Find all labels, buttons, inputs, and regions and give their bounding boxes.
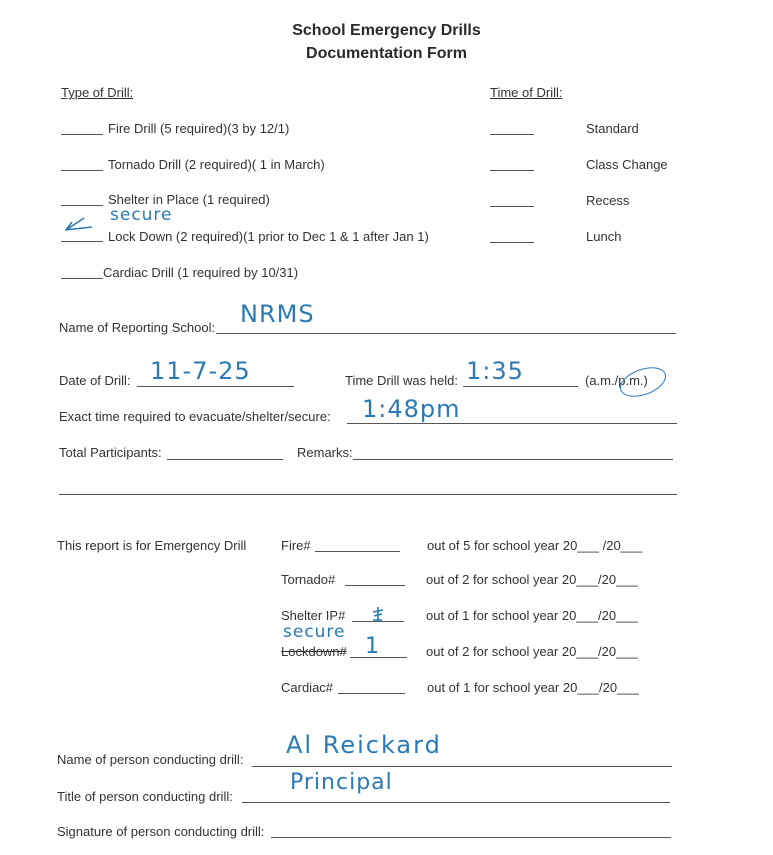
- exact-time-label: Exact time required to evacuate/shelter/secure:: [59, 409, 331, 424]
- participants-label: Total Participants:: [59, 445, 162, 460]
- drill-type-shelter-label: Shelter in Place (1 required): [108, 192, 270, 207]
- time-standard-label: Standard: [586, 121, 639, 136]
- time-class-change-blank[interactable]: [490, 170, 534, 171]
- ampm-label: (a.m./p.m.): [585, 373, 648, 388]
- report-tornado-suffix: out of 2 for school year 20___/20___: [426, 572, 638, 587]
- report-shelter-suffix: out of 1 for school year 20___/20___: [426, 608, 638, 623]
- report-fire-field[interactable]: [315, 551, 400, 552]
- conductor-name-value: Al Reickard: [286, 731, 442, 759]
- report-tornado-label: Tornado#: [281, 572, 336, 587]
- drill-type-tornado-blank[interactable]: [61, 170, 103, 171]
- drill-type-lockdown-blank[interactable]: [61, 241, 103, 242]
- conductor-name-label: Name of person conducting drill:: [57, 752, 244, 767]
- time-recess-label: Recess: [586, 193, 630, 208]
- signature-field[interactable]: [271, 837, 671, 838]
- lockdown-annotation: secure: [110, 205, 173, 225]
- date-value: 11-7-25: [150, 357, 251, 385]
- participants-field[interactable]: [167, 459, 283, 460]
- report-lockdown-annotation: secure: [283, 622, 346, 642]
- time-held-label: Time Drill was held:: [345, 373, 458, 388]
- time-held-value: 1:35: [466, 357, 524, 385]
- conductor-title-field[interactable]: [242, 802, 670, 803]
- drill-type-lockdown-label: Lock Down (2 required)(1 prior to Dec 1 & 1 after Jan 1): [108, 229, 429, 244]
- exact-time-field[interactable]: [347, 423, 677, 424]
- report-cardiac-label: Cardiac#: [281, 680, 334, 695]
- drill-type-tornado-label: Tornado Drill (2 required)( 1 in March): [108, 157, 325, 172]
- type-of-drill-heading: Type of Drill:: [61, 85, 134, 100]
- time-of-drill-heading: Time of Drill:: [490, 85, 563, 100]
- time-lunch-blank[interactable]: [490, 242, 534, 243]
- report-fire-suffix: out of 5 for school year 20___ /20___: [427, 538, 643, 553]
- checkmark-icon: [62, 212, 96, 234]
- signature-label: Signature of person conducting drill:: [57, 824, 265, 839]
- time-class-change-label: Class Change: [586, 157, 668, 172]
- drill-type-fire-label: Fire Drill (5 required)(3 by 12/1): [108, 121, 290, 136]
- drill-type-cardiac-label: Cardiac Drill (1 required by 10/31): [103, 265, 299, 280]
- scribble-mark-icon: [370, 606, 386, 624]
- report-cardiac-suffix: out of 1 for school year 20___/20___: [427, 680, 639, 695]
- remarks-field-line2[interactable]: [59, 494, 677, 495]
- school-name-label: Name of Reporting School:: [59, 320, 216, 335]
- time-recess-blank[interactable]: [490, 206, 534, 207]
- report-lockdown-suffix: out of 2 for school year 20___/20___: [426, 644, 638, 659]
- exact-time-value: 1:48pm: [362, 395, 461, 423]
- date-label: Date of Drill:: [59, 373, 131, 388]
- conductor-title-label: Title of person conducting drill:: [57, 789, 233, 804]
- school-name-field[interactable]: [216, 333, 676, 334]
- report-fire-label: Fire#: [281, 538, 311, 553]
- report-label: This report is for Emergency Drill: [57, 538, 247, 553]
- report-lockdown-value: 1: [365, 634, 380, 659]
- drill-type-cardiac-blank[interactable]: [61, 278, 103, 279]
- remarks-field[interactable]: [353, 459, 673, 460]
- report-tornado-field[interactable]: [345, 585, 405, 586]
- form-title-line2: Documentation Form: [306, 45, 467, 62]
- report-lockdown-label: Lockdown#: [281, 644, 347, 659]
- school-name-value: NRMS: [240, 300, 315, 328]
- time-standard-blank[interactable]: [490, 134, 534, 135]
- form-title-line1: School Emergency Drills: [292, 22, 481, 39]
- conductor-title-value: Principal: [290, 770, 393, 795]
- drill-type-shelter-blank[interactable]: [61, 205, 103, 206]
- conductor-name-field[interactable]: [252, 766, 672, 767]
- report-cardiac-field[interactable]: [338, 693, 405, 694]
- time-lunch-label: Lunch: [586, 229, 622, 244]
- remarks-label: Remarks:: [297, 445, 353, 460]
- date-field[interactable]: [137, 386, 294, 387]
- time-held-field[interactable]: [463, 386, 578, 387]
- drill-type-fire-blank[interactable]: [61, 134, 103, 135]
- report-shelter-label: Shelter IP#: [281, 608, 346, 623]
- pm-selected-circle: [616, 362, 670, 403]
